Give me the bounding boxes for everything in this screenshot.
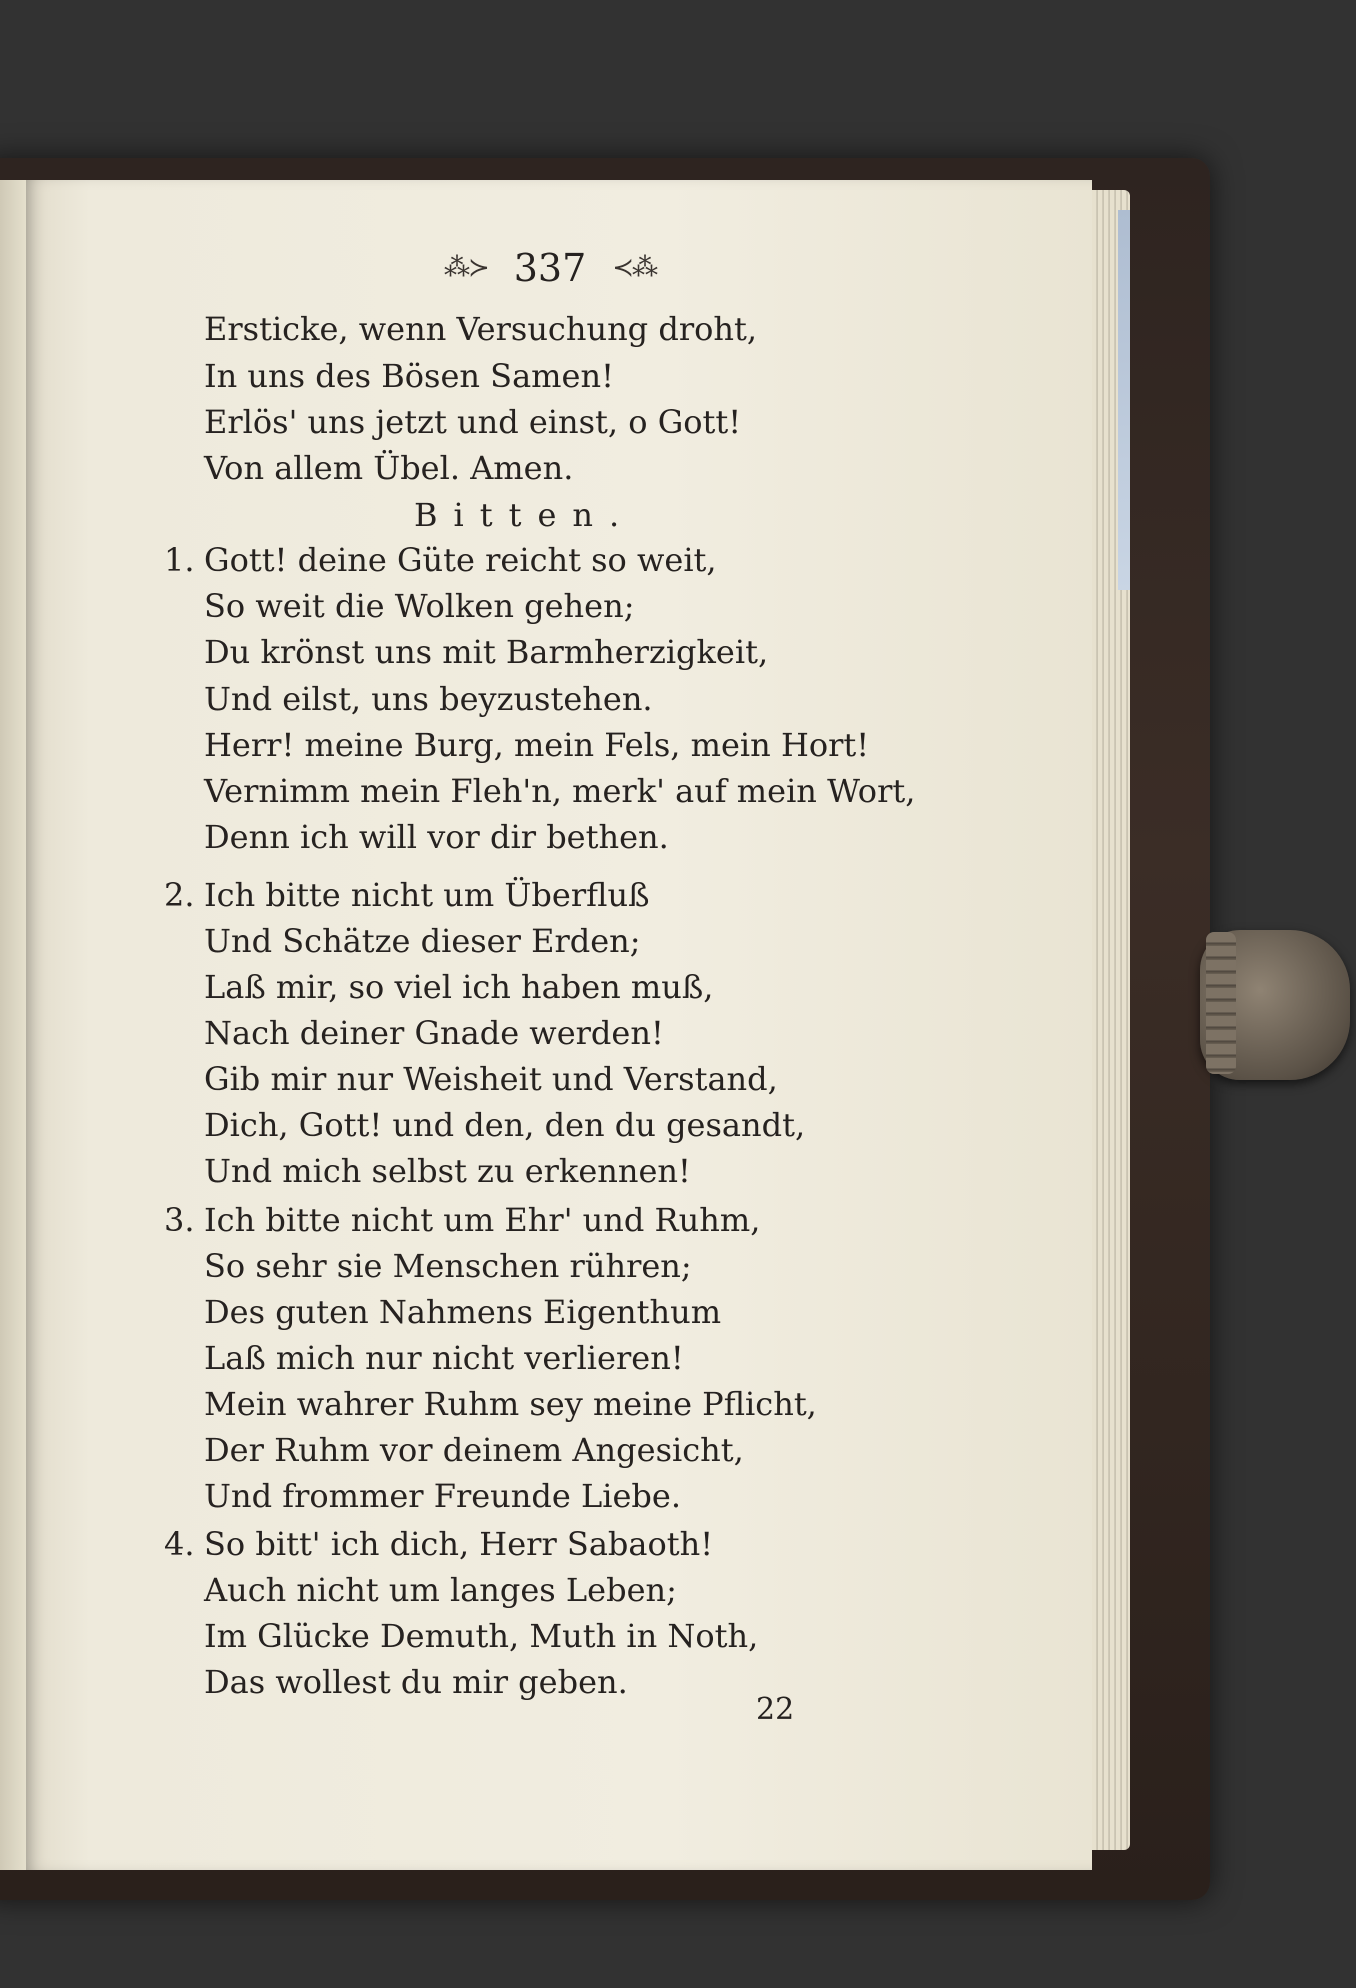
verse-line: Dich, Gott! und den, den du gesandt, <box>204 1106 806 1144</box>
verse-line: Der Ruhm vor deinem Angesicht, <box>204 1431 744 1469</box>
stanza-number: 3. <box>164 1201 195 1239</box>
verse-line: Des guten Nahmens Eigenthum <box>204 1293 722 1331</box>
section-heading: Bitten. <box>414 496 636 534</box>
verse-line: Im Glücke Demuth, Muth in Noth, <box>204 1617 759 1655</box>
verse-line: So sehr sie Menschen rühren; <box>204 1247 692 1285</box>
verse-line: Laß mir, so viel ich haben muß, <box>204 968 714 1006</box>
verse-line: Mein wahrer Ruhm sey meine Pflicht, <box>204 1385 817 1423</box>
verse-line: Gott! deine Güte reicht so weit, <box>204 541 717 579</box>
stanza-number: 2. <box>164 876 195 914</box>
verse-line: Auch nicht um langes Leben; <box>204 1571 677 1609</box>
intro-line: Erlös' uns jetzt und einst, o Gott! <box>204 403 742 441</box>
verse-line: Und mich selbst zu erkennen! <box>204 1152 691 1190</box>
verse-line: Und frommer Freunde Liebe. <box>204 1477 681 1515</box>
intro-line: Ersticke, wenn Versuchung droht, <box>204 310 758 348</box>
stanza-number: 4. <box>164 1525 195 1563</box>
verse-line: Nach deiner Gnade werden! <box>204 1014 664 1052</box>
verse-line: So weit die Wolken gehen; <box>204 587 635 625</box>
verse-line: Das wollest du mir geben. <box>204 1663 628 1701</box>
verse-line: Ich bitte nicht um Ehr' und Ruhm, <box>204 1201 761 1239</box>
verse-line: Gib mir nur Weisheit und Verstand, <box>204 1060 778 1098</box>
verse-line: Und eilst, uns beyzustehen. <box>204 680 653 718</box>
stanza-number: 1. <box>164 541 195 579</box>
intro-line: Von allem Übel. Amen. <box>204 449 574 487</box>
signature-mark: 22 <box>756 1692 795 1727</box>
ornament-right-icon: ≺⁂ <box>612 253 657 283</box>
verse-line: Du krönst uns mit Barmherzigkeit, <box>204 633 769 671</box>
ornament-left-icon: ⁂≻ <box>443 253 488 283</box>
verse-line: Vernimm mein Fleh'n, merk' auf mein Wort, <box>204 772 916 810</box>
intro-line: In uns des Bösen Samen! <box>204 357 614 395</box>
verse-line: Laß mich nur nicht verlieren! <box>204 1339 684 1377</box>
verse-line: Ich bitte nicht um Überfluß <box>204 876 650 914</box>
verse-line: Und Schätze dieser Erden; <box>204 922 641 960</box>
verse-line: Herr! meine Burg, mein Fels, mein Hort! <box>204 726 870 764</box>
verse-line: So bitt' ich dich, Herr Sabaoth! <box>204 1525 714 1563</box>
verse-line: Denn ich will vor dir bethen. <box>204 818 669 856</box>
page-header <box>410 238 690 298</box>
page-number: 337 <box>513 246 587 290</box>
